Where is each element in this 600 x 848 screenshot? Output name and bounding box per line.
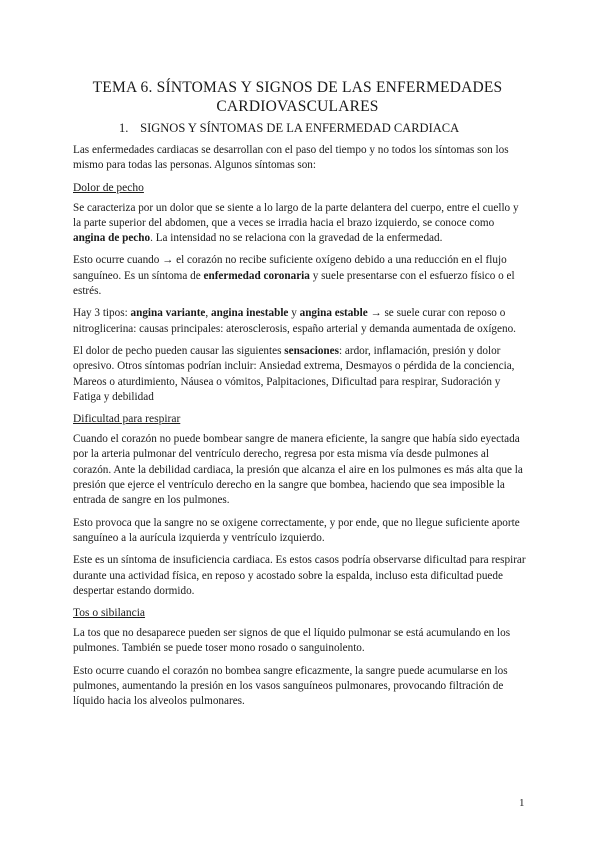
page-content	[73, 78, 528, 717]
breathing-paragraph-3: Este es un síntoma de insuficiencia cardiaca. Es estos casos podría observarse dificultad para respirar durante una actividad física, en reposo y acostado sobre la espalda, incluso esta dificultad puede despertar estando dormido.	[73, 554, 526, 597]
title-line-1: TEMA 6. SÍNTOMAS Y SIGNOS DE LAS ENFERMEDADES	[92, 79, 503, 96]
page-number: 1	[519, 797, 525, 809]
term-sensaciones: sensaciones	[284, 344, 339, 357]
term-enfermedad-coronaria: enfermedad coronaria	[203, 269, 310, 282]
term-angina-variante: angina variante	[130, 307, 206, 320]
title-line-2: CARDIOVASCULARES	[216, 98, 379, 115]
chest-pain-paragraph-2: Esto ocurre cuando → el corazón no recibe suficiente oxígeno debido a una reducción en el flujo sanguíneo. Es un síntoma de enfermedad coronaria y suele presentarse con el esfuerzo físico o el estrés.	[73, 254, 515, 298]
intro-paragraph: Las enfermedades cardiacas se desarrollan con el paso del tiempo y no todos los síntomas son los mismo para todas las personas. Algunos síntomas son:	[73, 144, 509, 172]
term-angina-de-pecho: angina de pecho	[73, 232, 151, 245]
cough-paragraph-2: Esto ocurre cuando el corazón no bombea sangre eficazmente, la sangre puede acumularse en los pulmones, aumentando la presión en los vasos sanguíneos pulmonares, provocando filtración de líquido hacia los alveolos pulmonares.	[73, 664, 508, 708]
chest-pain-paragraph-3: Hay 3 tipos: angina variante, angina inestable y angina estable → se suele curar con reposo o nitroglicerina: causas principales: aterosclerosis, españo arterial y demanda aumentada de oxígeno.	[73, 307, 516, 335]
subheading-breathing: Dificultad para respirar	[73, 413, 181, 426]
section-number: 1.	[119, 121, 129, 135]
term-angina-inestable: angina inestable	[211, 307, 289, 320]
cough-paragraph-1: La tos que no desaparece pueden ser signos de que el líquido pulmonar se está acumulando en los pulmones. También se puede toser mono rosado o sanguinolento.	[73, 627, 511, 655]
breathing-paragraph-2: Esto provoca que la sangre no se oxigene correctamente, y por ende, que no llegue suficiente aporte sanguíneo a la aurícula izquierda y ventrículo izquierdo.	[73, 516, 520, 544]
subheading-cough: Tos o sibilancia	[73, 607, 146, 620]
section-title: SIGNOS Y SÍNTOMAS DE LA ENFERMEDAD CARDIACA	[140, 121, 460, 135]
term-angina-estable: angina estable	[299, 307, 368, 320]
chest-pain-paragraph-4: El dolor de pecho pueden causar las siguientes sensaciones: ardor, inflamación, presión y dolor opresivo. Otros síntomas podrían incluir: Ansiedad extrema, Desmayos o pérdida de la conciencia, Mareos o aturdimiento, Náusea o vómitos, Palpitaciones, Dificultad para respirar, Sudoración y Fatiga y debilidad	[73, 344, 515, 403]
page-title	[73, 78, 528, 116]
chest-pain-paragraph-1: Se caracteriza por un dolor que se siente a lo largo de la parte delantera del cuerpo, entre el cuello y la parte superior del abdomen, que a veces se irradia hacia el brazo izquierdo, se conoce como angina de pecho. La intensidad no se relaciona con la gravedad de la enfermedad.	[73, 201, 519, 245]
subheading-chest-pain: Dolor de pecho	[73, 181, 144, 194]
section-heading	[73, 120, 528, 137]
breathing-paragraph-1: Cuando el corazón no puede bombear sangre de manera eficiente, la sangre que había sido eyectada por la arteria pulmonar del ventrículo derecho, regresa por esta misma vía desde pulmones al corazón. Ante la debilidad cardiaca, la presión que alcanza el aire en los pulmones es más alta que la presión que ejerce el ventrículo derecho en la sangre que bombea, haciendo que sea imposible la entrada de sangre en los pulmones.	[73, 433, 523, 507]
